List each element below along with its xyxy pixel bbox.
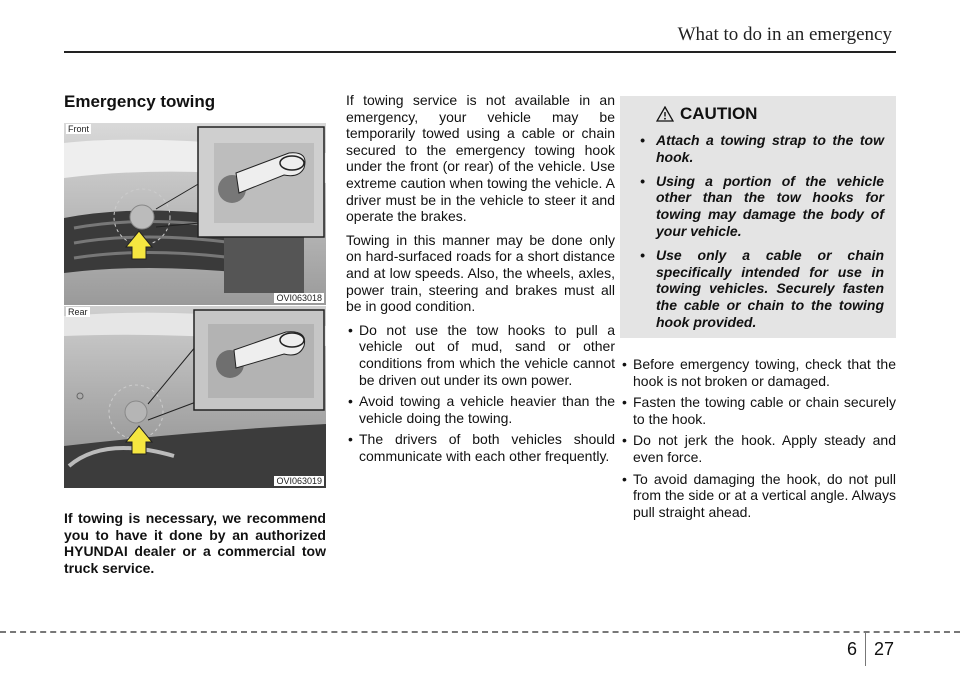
list-item: • Before emergency towing, check that the hook is not broken or damaged.: [620, 356, 896, 389]
list-item: • Avoid towing a vehicle heavier than the vehicle doing the towing.: [346, 393, 615, 426]
figure-code-rear: OVI063019: [276, 476, 322, 486]
paragraph: If towing service is not available in an emergency, your vehicle may be temporarily towed using a cable or chain secured to the emergency towing hook under the front (or rear) of the vehicle. Use extreme caution when towing the vehicle. A driver must be in the vehicle to steer it and operate the brakes.: [346, 92, 615, 225]
paragraph: Towing in this manner may be done only on hard-surfaced roads for a short distance and at low speeds. Also, the wheels, axles, power train, steering and brakes must all be in good condition.: [346, 231, 615, 315]
page-number: [847, 632, 894, 666]
front-tow-hook-figure: [64, 123, 326, 305]
caution-heading: [656, 104, 886, 124]
page-number-value: 27: [873, 638, 894, 659]
footer-rule: [0, 631, 960, 633]
header-rule: [64, 51, 896, 53]
rear-bumper-illustration: [64, 306, 326, 488]
hook-bullet-list: [620, 356, 896, 520]
middle-column: [346, 92, 615, 469]
list-item: • Do not jerk the hook. Apply steady and even force.: [620, 432, 896, 465]
running-header: What to do in an emergency: [677, 24, 892, 45]
list-item: • Use only a cable or chain specifically intended for use in towing vehicles. Securely fasten the cable or chain to the towing hook provided.: [630, 247, 886, 331]
caution-title: CAUTION: [680, 104, 758, 123]
list-item: • Attach a towing strap to the tow hook.: [630, 132, 886, 166]
list-item: • To avoid damaging the hook, do not pull from the side or at a vertical angle. Always pull straight ahead.: [620, 471, 896, 521]
page-number-divider: [865, 632, 866, 666]
towing-bullet-list: [346, 322, 615, 465]
front-bumper-illustration: [64, 123, 326, 305]
caution-list: [630, 132, 886, 331]
right-column: [620, 356, 896, 525]
caution-box: [620, 96, 896, 338]
list-item: • Using a portion of the vehicle other than the tow hooks for towing may damage the body of your vehicle.: [630, 173, 886, 240]
figure-label-front: Front: [68, 124, 90, 134]
dealer-recommendation-note: If towing is necessary, we recommend you to have it done by an authorized HYUNDAI dealer or a commercial tow truck service.: [64, 510, 326, 576]
figure-code-front: OVI063018: [276, 293, 322, 303]
left-column: [64, 92, 326, 112]
chapter-number: 6: [846, 638, 857, 659]
rear-tow-hook-figure: [64, 306, 326, 488]
list-item: • Fasten the towing cable or chain securely to the hook.: [620, 394, 896, 427]
warning-triangle-icon: [656, 106, 674, 122]
list-item: • The drivers of both vehicles should communicate with each other frequently.: [346, 431, 615, 464]
figure-label-rear: Rear: [68, 307, 88, 317]
section-title: Emergency towing: [64, 92, 216, 111]
list-item: • Do not use the tow hooks to pull a vehicle out of mud, sand or other conditions from which the vehicle cannot be driven out under its own power.: [346, 322, 615, 388]
